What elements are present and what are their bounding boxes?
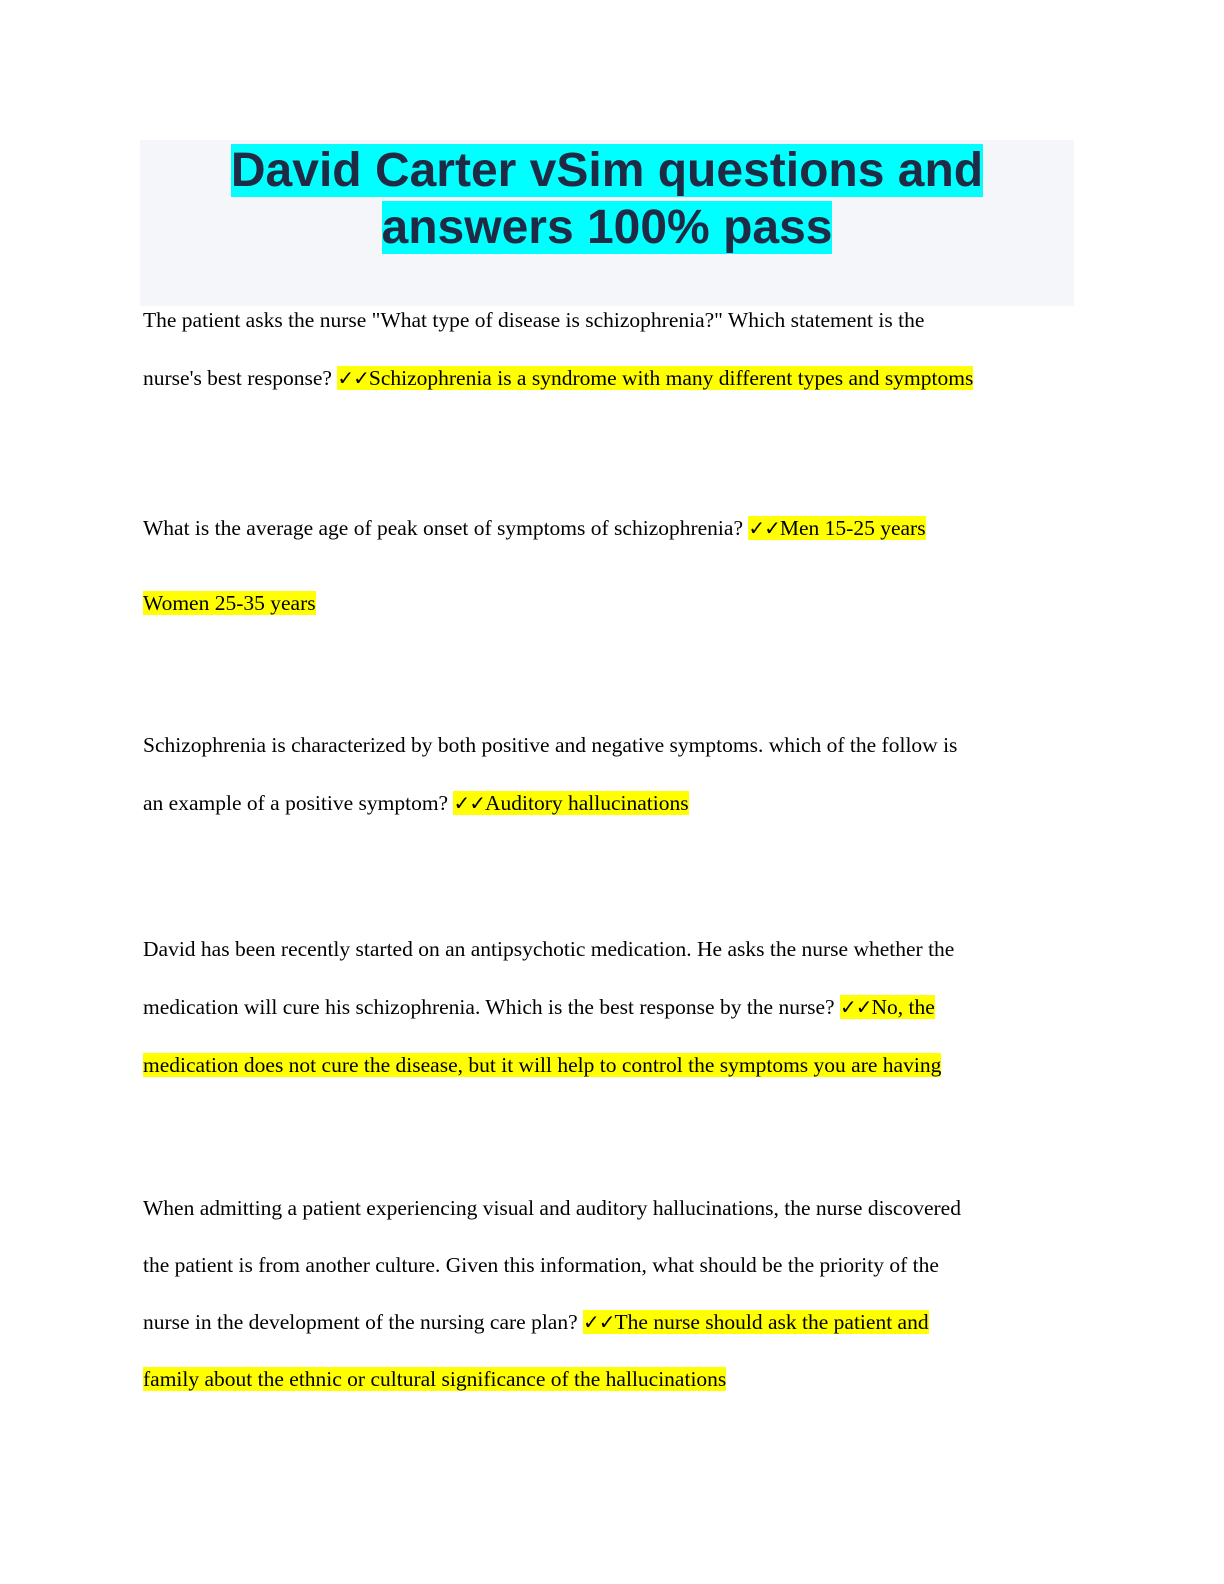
double-check-icon: ✓✓ [583, 1310, 615, 1334]
double-check-icon: ✓✓ [748, 516, 780, 540]
question-answer-line: an example of a positive symptom? ✓✓Auditory hallucinations [143, 791, 689, 815]
answer-text: Schizophrenia is a syndrome with many different types and symptoms [368, 366, 974, 390]
qa-item-3 [143, 716, 1073, 832]
double-check-icon: ✓✓ [839, 995, 872, 1019]
question-text: David has been recently started on an antipsychotic medication. He asks the nurse whether the [143, 937, 955, 961]
answer-highlight [840, 995, 935, 1019]
double-check-icon: ✓✓ [453, 791, 485, 815]
document-title-line-1: David Carter vSim questions and [230, 144, 984, 197]
answer-highlight [748, 516, 925, 540]
qa-item-2 [143, 499, 1073, 632]
qa-item-5 [143, 1180, 1073, 1408]
question-text: When admitting a patient experiencing visual and auditory hallucinations, the nurse discovered [143, 1196, 961, 1220]
answer-text: No, the [871, 995, 935, 1019]
answer-continuation [143, 1351, 1073, 1408]
document-title-line-2: answers 100% pass [381, 201, 833, 254]
double-check-icon: ✓✓ [337, 366, 369, 390]
answer-text: Men 15-25 years [779, 516, 926, 540]
answer-text: medication does not cure the disease, but it will help to control the symptoms you are having [143, 1053, 942, 1077]
answer-continuation [143, 574, 1073, 632]
question-answer-line: nurse in the development of the nursing care plan? ✓✓The nurse should ask the patient and [143, 1310, 929, 1334]
answer-highlight [337, 366, 973, 390]
question-answer-line: What is the average age of peak onset of symptoms of schizophrenia? ✓✓Men 15-25 years [143, 516, 926, 540]
answer-text: The nurse should ask the patient and [614, 1310, 929, 1334]
answer-highlight [453, 791, 688, 815]
answer-text: Women 25-35 years [143, 591, 316, 615]
question-text: Schizophrenia is characterized by both positive and negative symptoms. which of the follow is [143, 733, 958, 757]
question-answer-line: nurse's best response? ✓✓Schizophrenia is a syndrome with many different types and symptoms [143, 366, 974, 390]
document-title [140, 142, 1074, 256]
question-answer-line: medication will cure his schizophrenia. Which is the best response by the nurse? ✓✓No, the [143, 995, 935, 1019]
qa-item-4 [143, 920, 1073, 1094]
question-text: The patient asks the nurse "What type of disease is schizophrenia?" Which statement is the [143, 308, 925, 332]
answer-text: Auditory hallucinations [485, 791, 689, 815]
answer-highlight [583, 1310, 929, 1334]
qa-item-1 [143, 291, 1073, 407]
answer-text: family about the ethnic or cultural significance of the hallucinations [143, 1367, 727, 1391]
question-text: the patient is from another culture. Given this information, what should be the priority of the [143, 1253, 939, 1277]
answer-continuation [143, 1036, 1073, 1094]
